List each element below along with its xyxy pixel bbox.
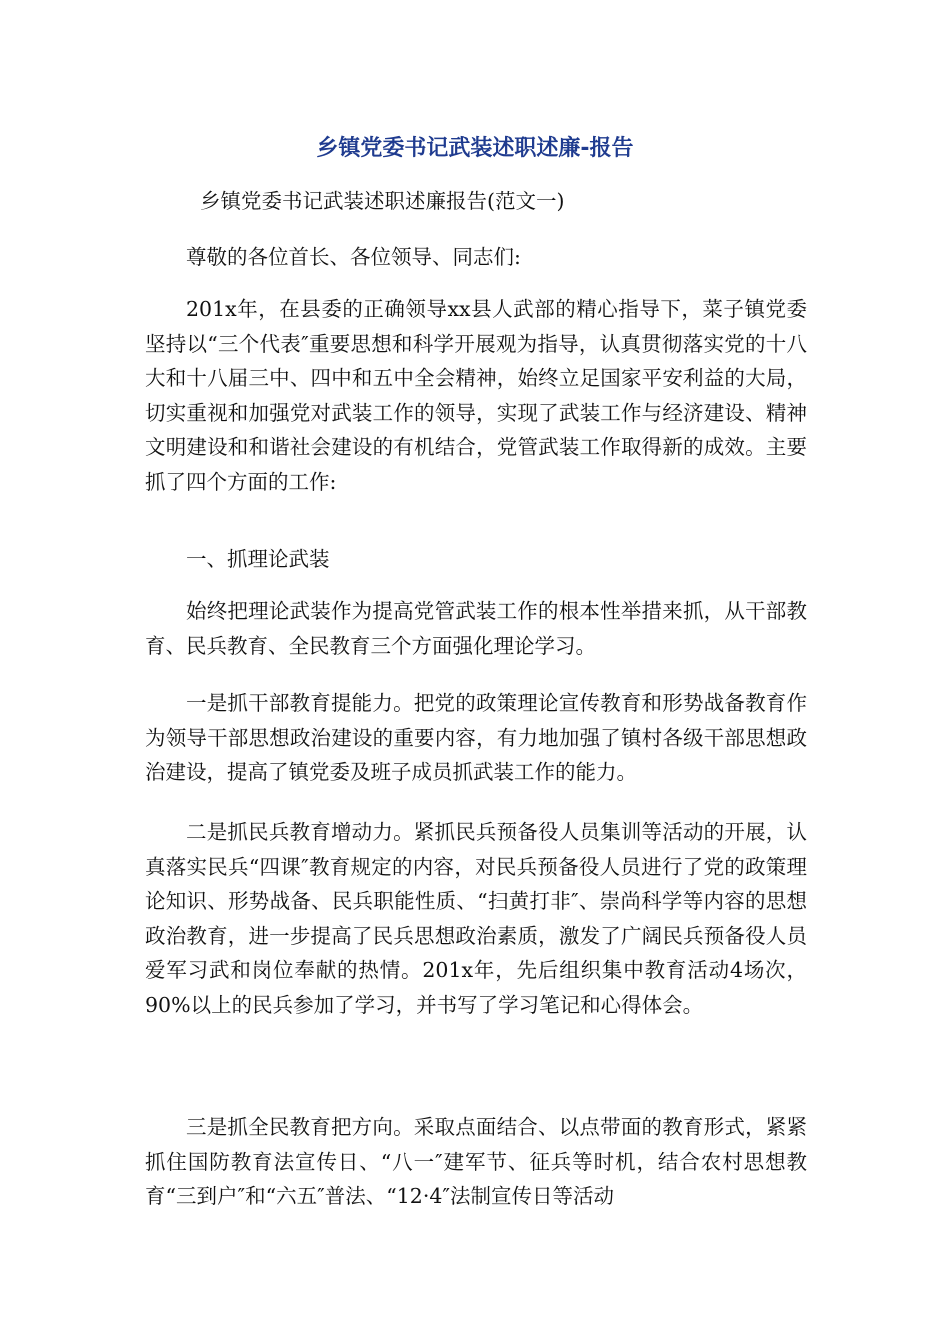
paragraph-militia-education: 二是抓民兵教育增动力。紧抓民兵预备役人员集训等活动的开展，认真落实民兵“四课″教育规定的内容，对民兵预备役人员进行了党的政策理论知识、形势战备、民兵职能性质、“扫黄打非″、崇尚科学等内容的思想政治教育，进一步提高了民兵思想政治素质，激发了广阔民兵预备役人员爱军习武和岗位奉献的热情。201x年，先后组织集中教育活动4场次，90%以上的民兵参加了学习，并书写了学习笔记和心得体会。 (145, 820, 807, 1017)
greeting: 尊敬的各位首长、各位领导、同志们: (186, 245, 521, 269)
section-heading: 一、抓理论武装 (186, 547, 330, 571)
document-title: 乡镇党委书记武装述职述廉-报告 (316, 136, 634, 161)
document-subtitle: 乡镇党委书记武装述职述廉报告(范文一) (200, 189, 565, 213)
paragraph-theory: 始终把理论武装作为提高党管武装工作的根本性举措来抓，从干部教育、民兵教育、全民教育三个方面强化理论学习。 (145, 599, 807, 658)
paragraph-intro: 201x年，在县委的正确领导xx县人武部的精心指导下，菜子镇党委坚持以“三个代表″重要思想和科学开展观为指导，认真贯彻落实党的十八大和十八届三中、四中和五中全会精神，始终立足国家平安利益的大局，切实重视和加强党对武装工作的领导，实现了武装工作与经济建设、精神文明建设和和谐社会建设的有机结合，党管武装工作取得新的成效。主要抓了四个方面的工作: (145, 297, 807, 494)
paragraph-cadre-education: 一是抓干部教育提能力。把党的政策理论宣传教育和形势战备教育作为领导干部思想政治建设的重要内容，有力地加强了镇村各级干部思想政治建设，提高了镇党委及班子成员抓武装工作的能力。 (145, 691, 807, 784)
paragraph-public-education: 三是抓全民教育把方向。采取点面结合、以点带面的教育形式，紧紧抓住国防教育法宣传日、“八一″建军节、征兵等时机，结合农村思想教育“三到户″和“六五″普法、“12·4″法制宣传日等活动 (145, 1115, 807, 1208)
